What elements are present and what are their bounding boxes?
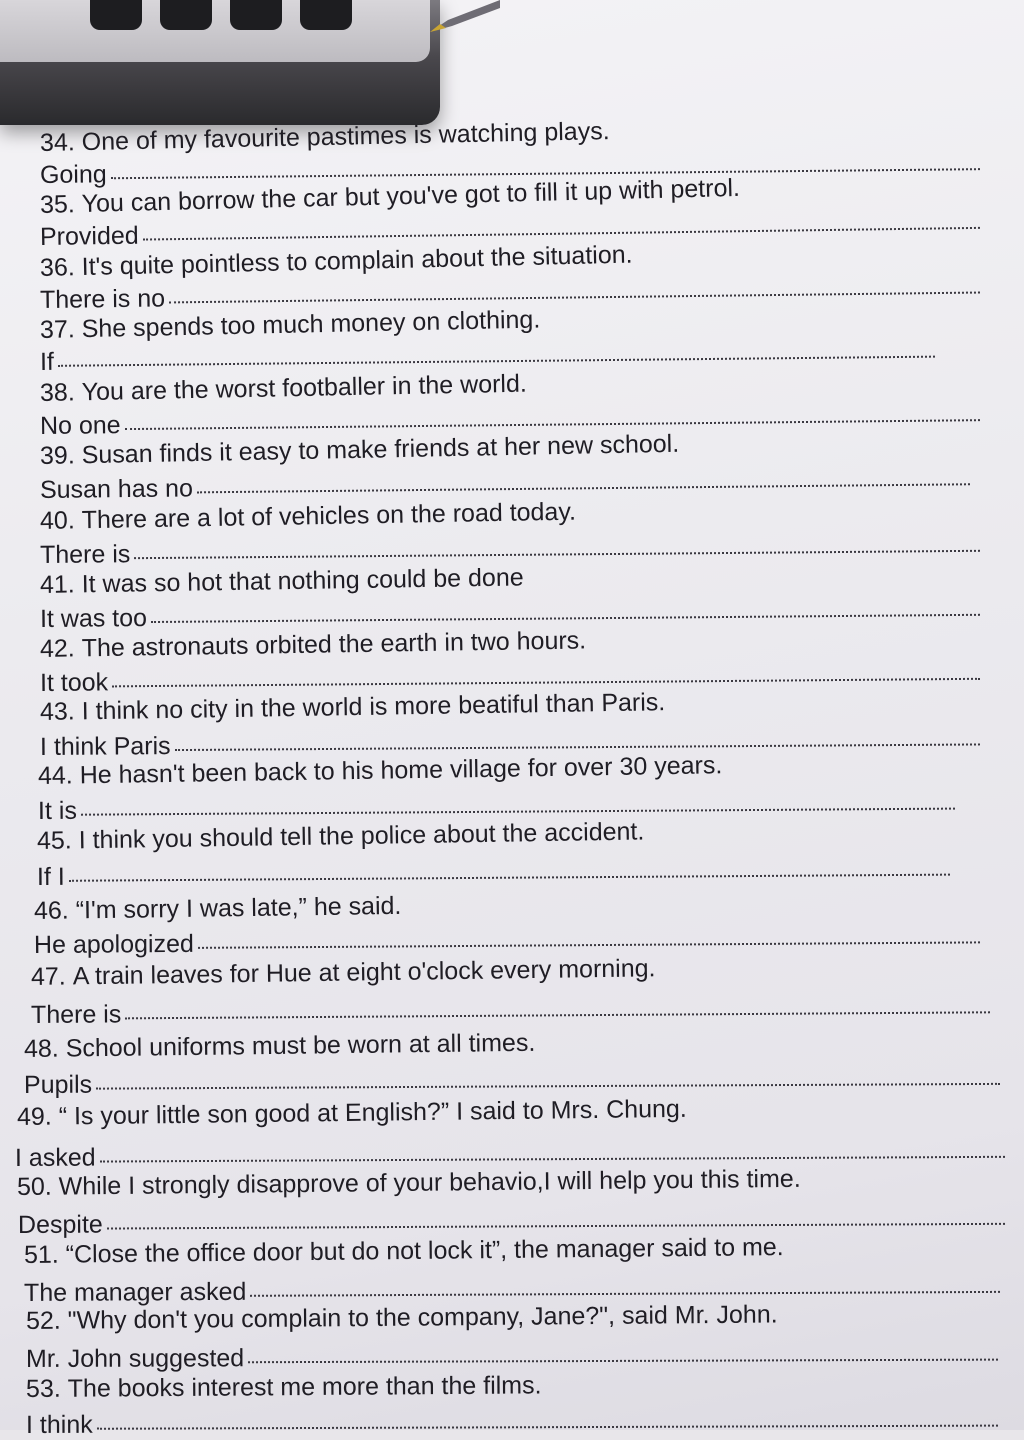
- exercise-sentence: [26, 1299, 778, 1336]
- answer-prompt: I asked: [14, 1143, 96, 1172]
- answer-dotted-blank[interactable]: [169, 290, 980, 304]
- exercise-sentence-text: A train leaves for Hue at eight o'clock every morning.: [72, 954, 656, 991]
- exercise-number: 35.: [39, 190, 76, 219]
- exercise-number: 47.: [30, 962, 66, 991]
- answer-dotted-blank[interactable]: [151, 612, 980, 623]
- answer-dotted-blank[interactable]: [97, 1423, 998, 1430]
- answer-prompt: There is: [30, 1000, 122, 1029]
- exercise-sentence-text: There are a lot of vehicles on the road today.: [81, 497, 577, 535]
- exercise-sentence-text: "Why don't you complain to the company, Jane?", said Mr. John.: [67, 1300, 778, 1335]
- exercise-number: 37.: [39, 315, 76, 344]
- answer-prompt: No one: [39, 411, 121, 440]
- answer-dotted-blank[interactable]: [143, 225, 980, 241]
- answer-prompt: Pupils: [23, 1070, 93, 1099]
- exercise-number: 53.: [25, 1374, 61, 1403]
- answer-prompt: Despite: [17, 1210, 103, 1239]
- answer-line[interactable]: [37, 856, 950, 892]
- exercise-sentence-text: “ Is your little son good at English?” I said to Mrs. Chung.: [58, 1094, 687, 1131]
- answer-prompt: Mr. John suggested: [25, 1344, 245, 1373]
- exercise-sentence-text: “I'm sorry I was late,” he said.: [75, 891, 402, 925]
- exercise-sentence-text: One of my favourite pastimes is watching plays.: [81, 117, 610, 157]
- exercise-number: 44.: [37, 761, 73, 790]
- exercise-sentence-text: It's quite pointless to complain about the situation.: [81, 240, 633, 282]
- exercise-sentence-text: He hasn't been back to his home village for over 30 years.: [79, 751, 723, 790]
- exercise-sentence-text: Susan finds it easy to make friends at her new school.: [81, 429, 680, 470]
- exercise-number: 45.: [36, 826, 72, 855]
- exercise-sentence-text: She spends too much money on clothing.: [81, 305, 541, 344]
- answer-prompt: If I: [36, 862, 65, 891]
- exercise-number: 39.: [39, 441, 76, 470]
- answer-dotted-blank[interactable]: [125, 1009, 990, 1019]
- answer-line[interactable]: [26, 1341, 998, 1374]
- answer-dotted-blank[interactable]: [58, 354, 935, 367]
- answer-prompt: Provided: [39, 221, 139, 251]
- exercise-number: 40.: [39, 506, 76, 535]
- answer-prompt: It took: [39, 668, 109, 697]
- exercise-number: 46.: [33, 896, 69, 925]
- exercise-sentence-text: The books interest me more than the films.: [67, 1371, 542, 1403]
- exercise-number: 43.: [39, 697, 75, 726]
- exercise-sentence-text: The astronauts orbited the earth in two hours.: [81, 626, 587, 663]
- answer-prompt: I think Paris: [39, 732, 171, 761]
- exercise-number: 49.: [16, 1102, 52, 1131]
- answer-dotted-blank[interactable]: [100, 1154, 1005, 1163]
- exercise-sentence: [24, 1028, 536, 1064]
- exercise-sentence: [34, 891, 402, 926]
- exercise-sentence-text: “Close the office door but do not lock it”, the manager said to me.: [65, 1233, 784, 1269]
- answer-dotted-blank[interactable]: [81, 806, 955, 816]
- answer-dotted-blank[interactable]: [112, 676, 980, 688]
- exercise-number: 48.: [23, 1034, 59, 1063]
- exercise-sentence: [26, 1370, 542, 1404]
- answer-dotted-blank[interactable]: [248, 1357, 998, 1364]
- exercise-sentence: [40, 562, 524, 600]
- exercise-number: 51.: [23, 1240, 59, 1269]
- exercise-sentence: [17, 1094, 687, 1132]
- answer-line[interactable]: [26, 1407, 998, 1440]
- answer-prompt: If: [39, 347, 55, 376]
- answer-line[interactable]: [24, 1065, 1000, 1100]
- exercise-number: 42.: [39, 634, 75, 663]
- exercise-number: 41.: [39, 570, 75, 599]
- answer-prompt: There is no: [39, 284, 166, 314]
- exercise-sentence-text: I think you should tell the police about the accident.: [78, 817, 645, 855]
- answer-dotted-blank[interactable]: [250, 1289, 1000, 1297]
- answer-dotted-blank[interactable]: [107, 1221, 1005, 1230]
- exercise-sentence-text: It was so hot that nothing could be done: [81, 563, 524, 599]
- answer-prompt: Going: [39, 160, 107, 189]
- answer-prompt: He apologized: [33, 929, 194, 959]
- exercise-sentence-text: I think no city in the world is more beatiful than Paris.: [81, 688, 666, 726]
- answer-dotted-blank[interactable]: [69, 872, 950, 882]
- answer-line[interactable]: [31, 993, 990, 1030]
- answer-dotted-blank[interactable]: [134, 548, 980, 559]
- exercise-sentence-text: You are the worst footballer in the world.: [81, 369, 528, 407]
- exercise-number: 52.: [25, 1306, 61, 1335]
- answer-prompt: Susan has no: [39, 474, 194, 504]
- exercise-number: 36.: [39, 253, 76, 282]
- answer-dotted-blank[interactable]: [96, 1081, 1000, 1090]
- exercise-sentence: [40, 116, 610, 158]
- answer-prompt: There is: [39, 540, 131, 569]
- answer-prompt: It was too: [39, 604, 148, 633]
- exercise-sentence-text: School uniforms must be worn at all times.: [65, 1028, 536, 1063]
- exercise-number: 38.: [39, 378, 76, 407]
- exercise-sentence-text: While I strongly disapprove of your behavio,I will help you this time.: [58, 1164, 801, 1201]
- answer-prompt: It is: [37, 796, 78, 825]
- exercise-number: 50.: [16, 1172, 52, 1201]
- answer-prompt: The manager asked: [23, 1277, 247, 1307]
- exercise-number: 34.: [39, 128, 76, 157]
- answer-dotted-blank[interactable]: [125, 417, 980, 430]
- answer-dotted-blank[interactable]: [175, 741, 980, 751]
- answer-dotted-blank[interactable]: [197, 481, 970, 493]
- answer-prompt: I think: [25, 1410, 93, 1439]
- answer-dotted-blank[interactable]: [198, 939, 980, 948]
- exercise-sentence-text: You can borrow the car but you've got to fill it up with petrol.: [81, 173, 741, 218]
